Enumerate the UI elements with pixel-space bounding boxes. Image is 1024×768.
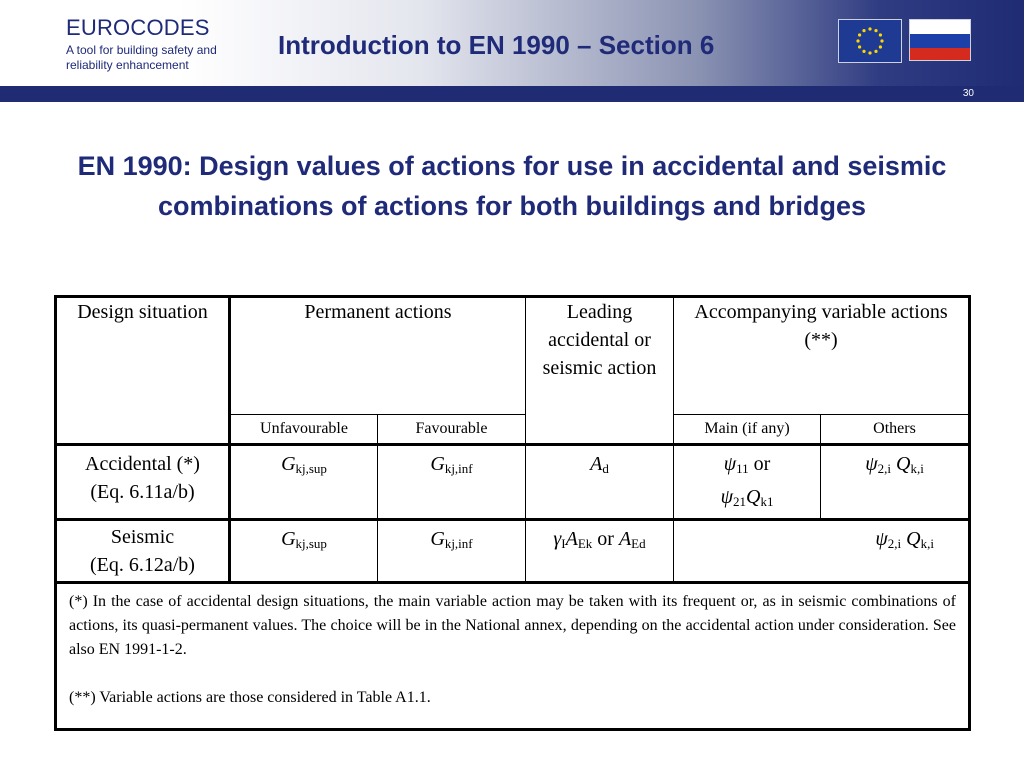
symbol-g: G [430, 453, 445, 475]
eu-flag-icon [838, 19, 902, 63]
subheader-others: Others [821, 415, 970, 445]
symbol-psi: ψ [865, 453, 878, 475]
table-row [56, 583, 970, 730]
subscript: Ek [577, 536, 593, 551]
note-accidental: (*) In the case of accidental design situations, the main variable action may be taken with its frequent or, as in seismic combinations of actions, its quasi-permanent values. The choice will be in the National annex, depending on the accidental action under consideration. See also EN 1991-1-2. [69, 593, 956, 658]
header-band [0, 86, 1024, 102]
row-seismic-situation [56, 520, 230, 583]
symbol-q: Q [906, 528, 921, 550]
subscript: kj,sup [295, 461, 327, 476]
main-line-1 [678, 450, 816, 483]
slide-header [0, 0, 1024, 86]
symbol-gamma: γ [553, 528, 562, 550]
cell-leading [526, 520, 674, 583]
symbol-g: G [281, 528, 296, 550]
row-accidental-situation [56, 445, 230, 520]
subscript: k1 [760, 494, 774, 509]
or-text: or [753, 453, 771, 475]
situation-label: Seismic [110, 526, 175, 548]
symbol-a: A [590, 453, 603, 475]
subscript: d [602, 461, 609, 476]
slide-title: Introduction to EN 1990 – Section 6 [278, 30, 715, 60]
subscript: 11 [736, 461, 749, 476]
cell-unfavourable [230, 520, 378, 583]
or-text: or [597, 528, 614, 550]
symbol-psi: ψ [723, 453, 737, 475]
subheader-main: Main (if any) [674, 415, 821, 445]
symbol-g: G [430, 528, 445, 550]
subscript: k,i [910, 461, 924, 476]
note-spacer [69, 662, 956, 686]
equation-ref: (Eq. 6.11a/b) [90, 481, 195, 503]
cell-leading [526, 445, 674, 520]
subscript: k,i [920, 536, 934, 551]
equation-ref: (Eq. 6.12a/b) [90, 554, 195, 576]
header-permanent-actions: Permanent actions [230, 297, 526, 415]
header-leading-action: Leading accidental or seismic action [526, 297, 674, 445]
section-heading: EN 1990: Design values of actions for use in accidental and seismic combinations of actions for both buildings and bridges [77, 151, 947, 221]
cell-unfavourable [230, 445, 378, 520]
eu-stars-icon [839, 20, 901, 62]
subscript: kj,inf [444, 536, 473, 551]
subscript: I [561, 536, 566, 551]
subscript: kj,sup [295, 536, 327, 551]
symbol-q: Q [745, 486, 761, 508]
main-line-2 [678, 483, 816, 516]
cell-favourable [378, 520, 526, 583]
logo-subtitle: A tool for building safety and reliability enhancement [66, 43, 217, 72]
logo-title: EUROCODES [66, 15, 210, 40]
subscript: 2,i [877, 461, 891, 476]
subheader-unfavourable: Unfavourable [230, 415, 378, 445]
cell-accompanying-merged [674, 520, 970, 583]
symbol-a: A [618, 528, 632, 550]
symbol-psi: ψ [875, 528, 888, 550]
subscript: kj,inf [444, 461, 473, 476]
note-variable-actions: (**) Variable actions are those considered in Table A1.1. [69, 689, 431, 706]
cell-others [821, 445, 970, 520]
table-row [56, 520, 970, 583]
cell-main [674, 445, 821, 520]
header-design-situation: Design situation [56, 297, 230, 445]
table-notes [56, 583, 970, 730]
header-accompanying-actions: Accompanying variable actions (**) [674, 297, 970, 415]
cell-favourable [378, 445, 526, 520]
subscript: 21 [732, 494, 746, 509]
design-values-table [54, 295, 971, 731]
symbol-a: A [565, 528, 578, 550]
subscript: Ed [631, 536, 646, 551]
situation-label: Accidental (*) [85, 453, 200, 475]
symbol-psi: ψ [720, 486, 733, 508]
subscript: 2,i [887, 536, 902, 551]
symbol-q: Q [895, 453, 911, 475]
page-number: 30 [962, 88, 974, 99]
symbol-g: G [281, 453, 296, 475]
table-row [56, 445, 970, 520]
subheader-favourable: Favourable [378, 415, 526, 445]
russia-flag-icon [909, 19, 971, 61]
